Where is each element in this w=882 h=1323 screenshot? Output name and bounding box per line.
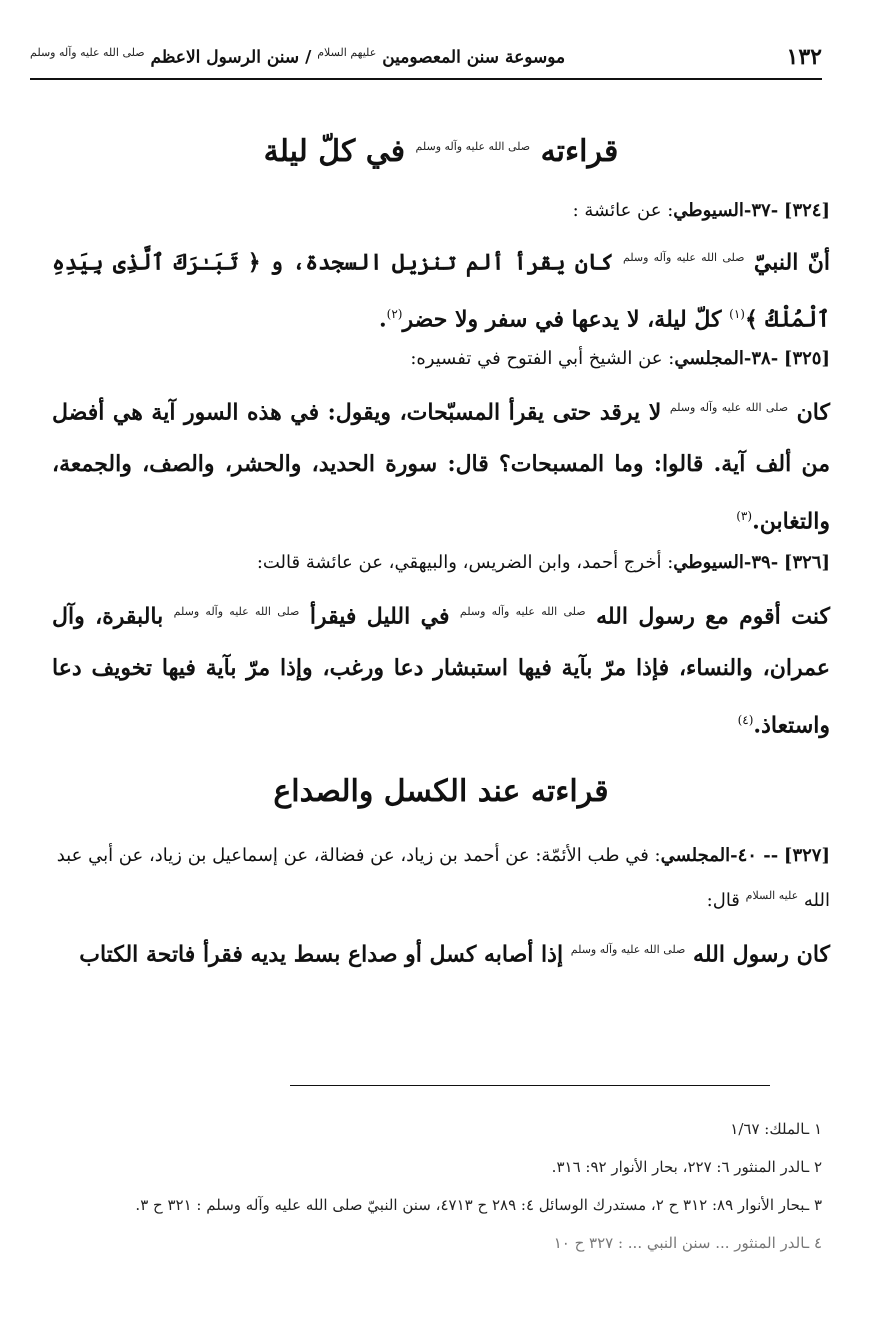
footnotes: [40, 1110, 822, 1262]
honorific: صلى الله عليه وآله وسلم: [30, 46, 145, 60]
entry-327-text: كان رسول الله $^{صلى الله عليه وآله وسلم}$ إذا أصابه كسل أو صداع بسط يديه فقرأ فاتحة الكتاب: [79, 941, 830, 968]
entry-325-head: [٣٢٥] -٣٨-المجلسي: عن الشيخ أبي الفتوح في تفسيره:: [410, 348, 830, 369]
entry-326-head: [٣٢٦] -٣٩-السيوطي: أخرج أحمد، وابن الضريس، والبيهقي، عن عائشة قالت:: [256, 552, 830, 573]
footnote-3: ٣ ـبحار الأنوار ٨٩: ٣١٢ ح ٢، مستدرك الوسائل ٤: ٢٨٩ ح ٤٧١٣، سنن النبيّ صلى الله عليه وآله وسلم : ٣٢١ ح ٣.: [135, 1196, 822, 1214]
entry-325-text: كان $^{صلى الله عليه وآله وسلم}$ لا يرقد حتى يقرأ المسبّحات، ويقول: في هذه السور آية هي أفضل من ألف آية. قالوا: وما المسبحات؟ قال: سورة الحديد، والحشر، والصف، والجمعة، والتغابن.$^{(٣)}$: [52, 399, 830, 535]
footnote-ref: (٤): [737, 713, 754, 728]
running-title: موسوعة سنن المعصومين $^{عليهم السلام}$ / سنن الرسول الاعظم $^{صلى الله عليه وآله وسلم}$: [30, 46, 566, 68]
entry-326-text: كنت أقوم مع رسول الله $^{صلى الله عليه وآله وسلم}$ في الليل فيقرأ $^{صلى الله عليه وآله وسلم}$ بالبقرة، وآل عمران، والنساء، فإذا مرّ بآية فيها استبشار دعا ورغب، وإذا مرّ بآية فيها تخويف دعا واستعاذ.$^{(٤)}$: [52, 603, 830, 739]
page-number: ١٣٢: [786, 44, 822, 70]
entry-327-head: [٣٢٧] -- ٤٠-المجلسي: في طب الأئمّة: عن أحمد بن زياد، عن فضالة، عن إسماعيل بن زياد، عن أبي عبد الله $^{عليه السلام}$ قال:: [56, 845, 830, 911]
entry-324-head: [٣٢٤] -٣٧-السيوطي: عن عائشة :: [572, 200, 830, 221]
page-header: [30, 40, 822, 80]
honorific: عليهم السلام: [317, 46, 377, 60]
section-heading-laziness-headache: قراءته عند الكسل والصداع: [273, 774, 609, 809]
footnote-divider: [290, 1085, 770, 1086]
footnote-2: ٢ ـالدر المنثور ٦: ٢٢٧، بحار الأنوار ٩٢: ٣١٦.: [551, 1158, 822, 1176]
footnote-ref: (١): [729, 307, 745, 322]
footnote-ref: (٢): [386, 307, 403, 322]
quran-verse: ﴿ تَبَـٰرَكَ ٱلَّذِى بِيَدِهِ ٱلْمُلْكُ ﴾: [52, 249, 830, 333]
footnote-ref: (٣): [736, 509, 753, 524]
footnote-4: ٤ ـالدر المنثور ... سنن النبي ... : ٣٢٧ ح ١٠: [553, 1234, 822, 1252]
section-heading-every-night: قراءته $^{صلى الله عليه وآله وسلم}$ في كلّ ليلة: [263, 134, 619, 169]
entry-324-text: أنّ النبيّ $^{صلى الله عليه وآله وسلم}$ كان يقرأ ألم تنزيل السجدة، و ﴿ تَبَـٰرَكَ ٱلَّذِى بِيَدِهِ ٱلْمُلْكُ ﴾$^{(١)}$ كلّ ليلة، لا يدعها في سفر ولا حضر$^{(٢)}$.: [52, 249, 830, 333]
footnote-1: ١ ـالملك: ١/٦٧: [730, 1120, 822, 1138]
